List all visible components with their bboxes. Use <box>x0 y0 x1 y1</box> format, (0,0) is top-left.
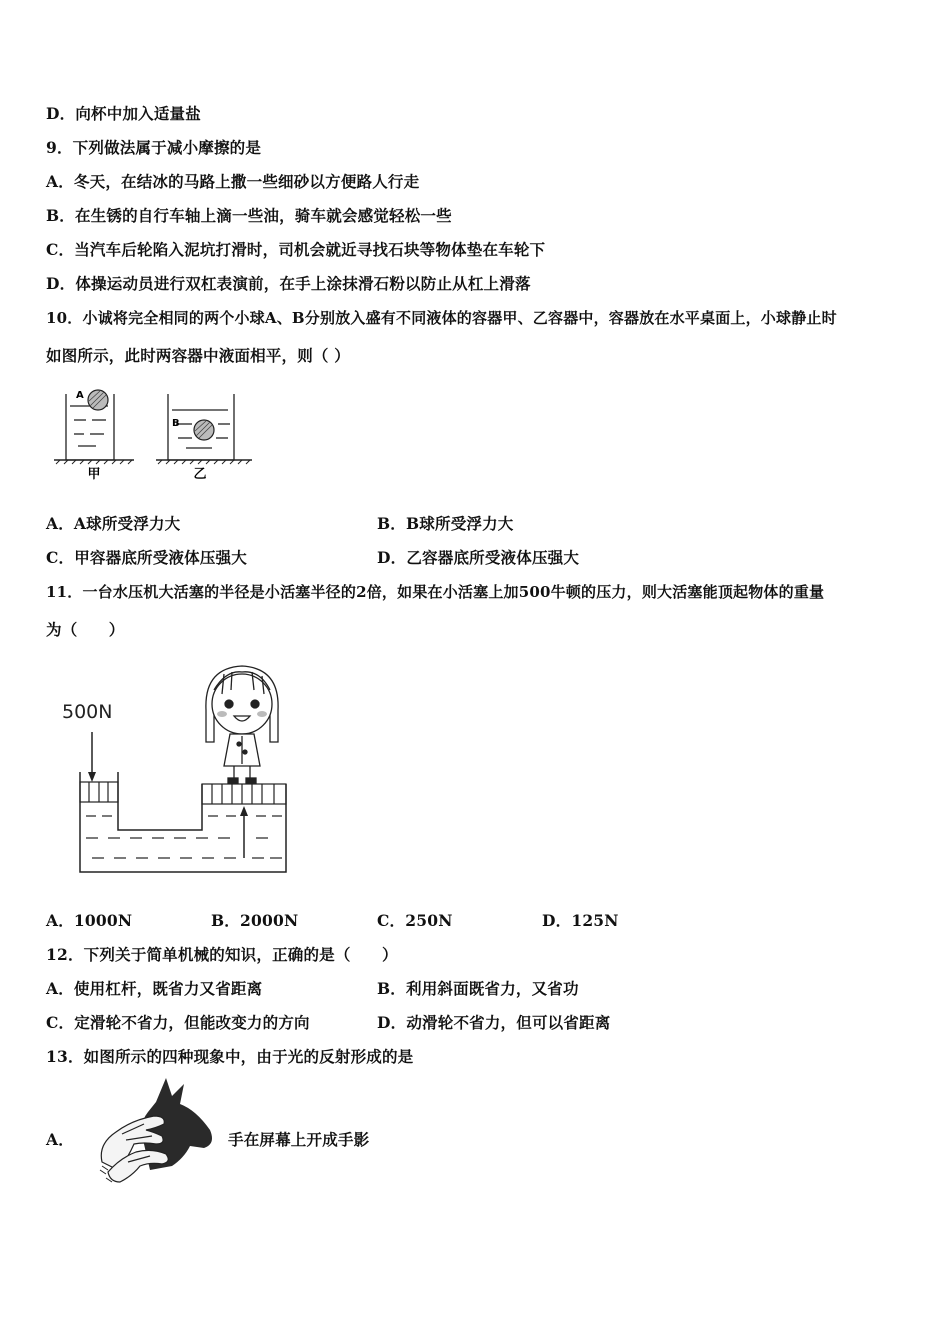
small-piston <box>80 782 118 802</box>
label-yi: 乙 <box>193 467 207 480</box>
q8-option-d: D．向杯中加入适量盐 <box>46 104 201 123</box>
q10-option-d: D．乙容器底所受液体压强大 <box>377 548 580 567</box>
q12-stem: 12．下列关于简单机械的知识，正确的是（ ） <box>46 945 398 964</box>
q11-hydraulic-press-figure <box>56 660 296 880</box>
q9-option-a: A．冬天，在结冰的马路上撒一些细砂以方便路人行走 <box>46 172 420 191</box>
q9-stem: 9．下列做法属于减小摩擦的是 <box>46 138 262 157</box>
q10-containers-figure <box>52 380 262 480</box>
girl-figure <box>206 666 278 783</box>
force-label: 500N <box>62 701 113 723</box>
ball-a-label: A <box>76 390 84 401</box>
q10-option-a: A．A球所受浮力大 <box>46 514 181 533</box>
q9-option-b: B．在生锈的自行车轴上滴一些油，骑车就会感觉轻松一些 <box>46 206 452 225</box>
q10-stem-line1: 10．小诚将完全相同的两个小球A、B分别放入盛有不同液体的容器甲、乙容器中，容器放在水平桌面上，小球静止时 <box>46 309 837 327</box>
q11-option-c: C．250N <box>377 911 453 930</box>
ball-a <box>88 390 108 410</box>
q11-option-b: B．2000N <box>211 911 299 930</box>
label-jia: 甲 <box>87 467 101 480</box>
q9-option-c: C．当汽车后轮陷入泥坑打滑时，司机会就近寻找石块等物体垫在车轮下 <box>46 240 546 259</box>
q11-stem-line1: 11．一台水压机大活塞的半径是小活塞半径的2倍，如果在小活塞上加500牛顿的压力，则大活塞能顶起物体的重量 <box>46 583 825 601</box>
q13-hand-shadow-figure <box>92 1074 222 1186</box>
q13-option-a-label: A． <box>46 1130 74 1149</box>
down-arrow-icon <box>88 772 96 782</box>
q10-stem-line2: 如图所示，此时两容器中液面相平，则（ ） <box>46 346 350 365</box>
q11-stem-line2: 为（ ） <box>46 620 125 639</box>
vessel <box>80 772 286 872</box>
large-piston <box>202 784 286 804</box>
q11-option-a: A．1000N <box>46 911 133 930</box>
ball-b <box>194 420 214 440</box>
q9-option-d: D．体操运动员进行双杠表演前，在手上涂抹滑石粉以防止从杠上滑落 <box>46 274 531 293</box>
q11-option-d: D．125N <box>542 911 619 930</box>
q12-option-c: C．定滑轮不省力，但能改变力的方向 <box>46 1013 310 1032</box>
q12-option-d: D．动滑轮不省力，但可以省距离 <box>377 1013 611 1032</box>
q10-option-b: B．B球所受浮力大 <box>377 514 514 533</box>
q13-stem: 13．如图所示的四种现象中，由于光的反射形成的是 <box>46 1047 414 1066</box>
q12-option-b: B．利用斜面既省力，又省功 <box>377 979 579 998</box>
q13-option-a-text: 手在屏幕上开成手影 <box>228 1130 370 1149</box>
up-arrow-icon <box>240 806 248 816</box>
ball-b-label: B <box>172 418 180 429</box>
liquid <box>86 816 282 858</box>
q12-option-a: A．使用杠杆，既省力又省距离 <box>46 979 263 998</box>
q10-option-c: C．甲容器底所受液体压强大 <box>46 548 247 567</box>
